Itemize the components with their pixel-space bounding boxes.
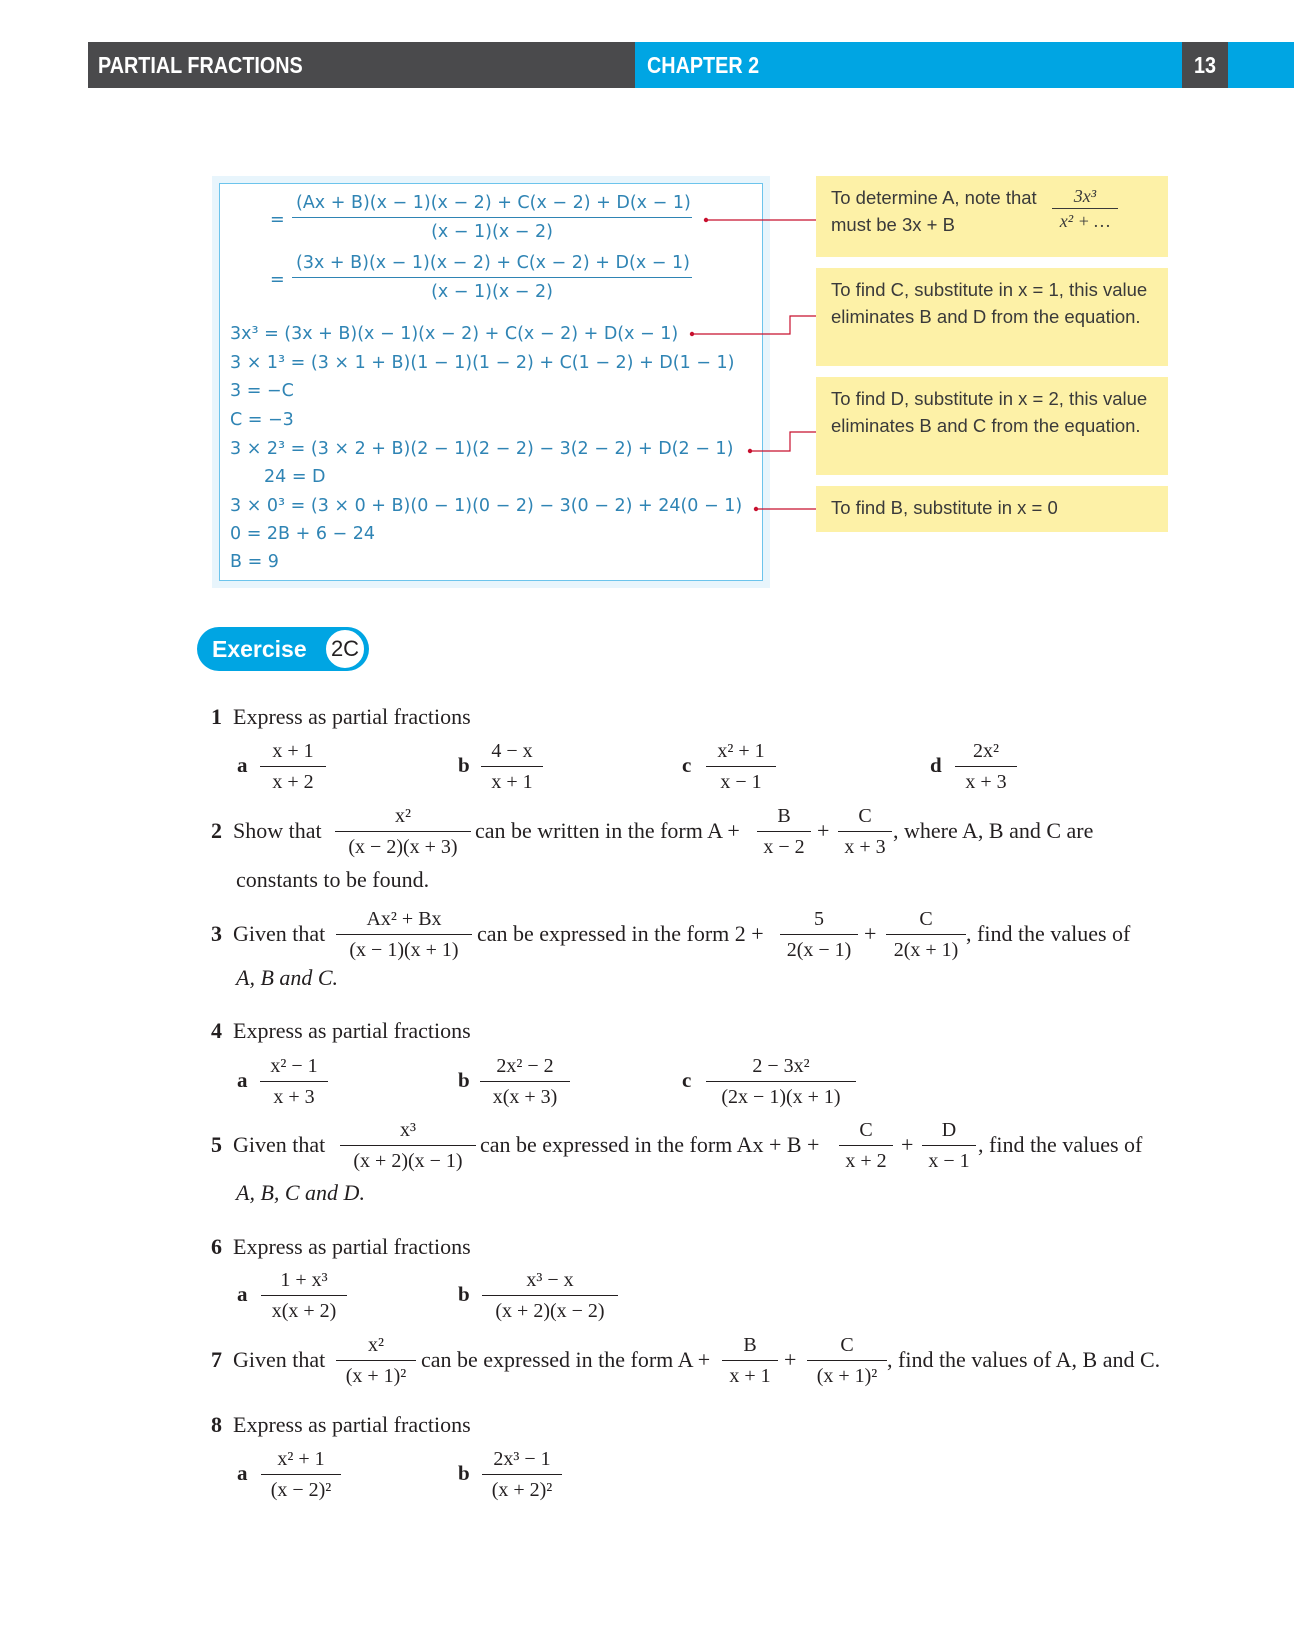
worked-line-6: 24 = D [264, 467, 326, 487]
q2-plus: + [817, 818, 830, 843]
q7-fraction-c [807, 1334, 887, 1388]
q4a-den: x + 3 [273, 1086, 315, 1108]
worked-fraction-1-denominator: (x − 1)(x − 2) [431, 222, 553, 242]
connector-dot-4 [754, 507, 758, 511]
q4-part-a-label: a [237, 1068, 248, 1092]
question-3-number: 3 [211, 921, 222, 946]
q3-fraction-b [780, 908, 858, 962]
q3-f2-num: 5 [780, 908, 858, 935]
chapter-title: CHAPTER 2 [647, 52, 760, 78]
q7-post-text: , find the values of A, B and C. [887, 1347, 1161, 1372]
q2-f2-num: B [757, 805, 811, 832]
q5-line2: A, B, C and D. [236, 1180, 365, 1205]
q4-part-b-fraction [480, 1055, 570, 1109]
q2-den: (x − 2)(x + 3) [348, 836, 458, 858]
q1d-num: 2x² [955, 740, 1017, 767]
worked-line-3: 3 = −C [230, 381, 294, 401]
q3-post-text: , find the values of [966, 921, 1131, 946]
exercise-label: Exercise [212, 636, 307, 662]
q6-part-b-label: b [458, 1282, 470, 1306]
q4-part-b-label: b [458, 1068, 470, 1092]
q8-part-b-fraction [482, 1448, 562, 1502]
q8-part-a-label: a [237, 1461, 248, 1485]
q2-mid-text: can be written in the form A + [475, 818, 740, 843]
question-8-text: Express as partial fractions [233, 1412, 471, 1437]
worked-fraction-1-numerator: (Ax + B)(x − 1)(x − 2) + C(x − 2) + D(x − 1) [292, 193, 692, 218]
q2-f3-den: x + 3 [844, 836, 886, 858]
q1c-den: x − 1 [720, 771, 762, 793]
q1-part-c-label: c [682, 753, 692, 777]
question-1-text: Express as partial fractions [233, 704, 471, 729]
q3-f3-den: 2(x + 1) [893, 939, 959, 961]
question-6-text: Express as partial fractions [233, 1234, 471, 1259]
worked-line-9: B = 9 [230, 552, 279, 572]
worked-line-7: 3 × 0³ = (3 × 0 + B)(0 − 1)(0 − 2) − 3(0 − 2) + 24(0 − 1) [230, 496, 743, 516]
connector-dot-2 [690, 332, 694, 336]
q6a-den: x(x + 2) [271, 1300, 337, 1322]
note-determine-a [816, 176, 1168, 257]
q8-part-b-label: b [458, 1461, 470, 1485]
q5-f2-num: C [839, 1119, 893, 1146]
q1-part-b-label: b [458, 753, 470, 777]
q7-f3-den: (x + 1)² [816, 1365, 878, 1387]
q4c-den: (2x − 1)(x + 1) [721, 1086, 841, 1108]
question-4-text: Express as partial fractions [233, 1018, 471, 1043]
q3-mid-text: can be expressed in the form 2 + [477, 921, 764, 946]
q5-f3-den: x − 1 [928, 1150, 970, 1172]
q8b-den: (x + 2)² [491, 1479, 553, 1501]
q4b-num: 2x² − 2 [480, 1055, 570, 1082]
q2-fraction-b [757, 805, 811, 859]
q2-post-text: , where A, B and C are [893, 818, 1094, 843]
note-find-d: To find D, substitute in x = 2, this value eliminates B and C from the equation. [816, 377, 1168, 475]
q3-f3-num: C [886, 908, 966, 935]
q3-fraction [336, 908, 472, 962]
worked-line-5: 3 × 2³ = (3 × 2 + B)(2 − 1)(2 − 2) − 3(2 − 2) + D(2 − 1) [230, 439, 734, 459]
q1-part-c-fraction [706, 740, 776, 794]
q6a-num: 1 + x³ [261, 1269, 347, 1296]
q3-plus: + [864, 921, 877, 946]
q7-plus: + [784, 1347, 797, 1372]
q1c-num: x² + 1 [706, 740, 776, 767]
q1-part-d-label: d [930, 753, 942, 777]
q8a-den: (x − 2)² [270, 1479, 332, 1501]
q7-den: (x + 1)² [345, 1365, 407, 1387]
section-title: PARTIAL FRACTIONS [98, 52, 303, 78]
q3-fraction-c [886, 908, 966, 962]
q3-f2-den: 2(x − 1) [786, 939, 852, 961]
question-4 [211, 1020, 471, 1042]
q6-part-a-fraction [261, 1269, 347, 1323]
question-7-number: 7 [211, 1347, 222, 1372]
q5-post-text: , find the values of [978, 1132, 1143, 1157]
note-1-fraction [1052, 186, 1118, 231]
q8a-num: x² + 1 [261, 1448, 341, 1475]
question-4-number: 4 [211, 1018, 222, 1043]
q5-f3-num: D [922, 1119, 976, 1146]
q5-den: (x + 2)(x − 1) [353, 1150, 463, 1172]
page-number: 13 [1194, 52, 1217, 78]
q2-num: x² [335, 805, 471, 832]
q5-mid-text: can be expressed in the form Ax + B + [480, 1132, 820, 1157]
worked-line-1: 3x³ = (3x + B)(x − 1)(x − 2) + C(x − 2) + D(x − 1) [230, 324, 679, 344]
q1-part-a-fraction [260, 740, 326, 794]
question-7 [211, 1349, 325, 1371]
question-8 [211, 1414, 471, 1436]
question-2-number: 2 [211, 818, 222, 843]
q2-f3-num: C [838, 805, 892, 832]
connector-3 [750, 432, 816, 451]
q8b-num: 2x³ − 1 [482, 1448, 562, 1475]
note-1-fraction-numerator: 3x³ [1052, 186, 1118, 209]
note-1-fraction-denominator: x² + … [1059, 211, 1111, 231]
q1a-num: x + 1 [260, 740, 326, 767]
q4-part-c-label: c [682, 1068, 692, 1092]
q3-line2: A, B and C. [236, 965, 339, 990]
q7-mid-text: can be expressed in the form A + [421, 1347, 711, 1372]
q3-den: (x − 1)(x + 1) [349, 939, 459, 961]
worked-line-2: 3 × 1³ = (3 × 1 + B)(1 − 1)(1 − 2) + C(1 − 2) + D(1 − 1) [230, 353, 735, 373]
q2-fraction-c [838, 805, 892, 859]
q6-part-b-fraction [482, 1269, 618, 1323]
q4c-num: 2 − 3x² [706, 1055, 856, 1082]
question-8-number: 8 [211, 1412, 222, 1437]
q5-fraction [340, 1119, 476, 1173]
q4-part-a-fraction [260, 1055, 328, 1109]
question-3 [211, 923, 325, 945]
q6-part-a-label: a [237, 1282, 248, 1306]
q4b-den: x(x + 3) [492, 1086, 558, 1108]
q4a-num: x² − 1 [260, 1055, 328, 1082]
q4-part-c-fraction [706, 1055, 856, 1109]
question-7-pre: Given that [233, 1347, 326, 1372]
q5-num: x³ [340, 1119, 476, 1146]
question-1-number: 1 [211, 704, 222, 729]
note-1-line2: must be 3x + B [831, 214, 955, 235]
equals-sign-2: = [270, 270, 285, 290]
q1b-den: x + 1 [491, 771, 533, 793]
worked-line-4: C = −3 [230, 410, 294, 430]
q7-num: x² [336, 1334, 416, 1361]
q2-line2: constants to be found. [236, 867, 430, 892]
exercise-number: 2C [323, 627, 367, 671]
q7-f2-den: x + 1 [729, 1365, 771, 1387]
q5-f2-den: x + 2 [845, 1150, 887, 1172]
q6b-den: (x + 2)(x − 2) [495, 1300, 605, 1322]
q6b-num: x³ − x [482, 1269, 618, 1296]
question-2-pre: Show that [233, 818, 322, 843]
q7-f3-num: C [807, 1334, 887, 1361]
q5-fraction-d [922, 1119, 976, 1173]
q5-fraction-c [839, 1119, 893, 1173]
question-5-pre: Given that [233, 1132, 326, 1157]
question-3-pre: Given that [233, 921, 326, 946]
q2-f2-den: x − 2 [763, 836, 805, 858]
question-6 [211, 1236, 471, 1258]
q1-part-d-fraction [955, 740, 1017, 794]
worked-line-8: 0 = 2B + 6 − 24 [230, 524, 376, 544]
connector-dot-1 [704, 218, 708, 222]
question-5 [211, 1134, 325, 1156]
worked-fraction-2-denominator: (x − 1)(x − 2) [431, 282, 553, 302]
question-5-number: 5 [211, 1132, 222, 1157]
q1-part-b-fraction [481, 740, 543, 794]
q7-fraction [336, 1334, 416, 1388]
q1d-den: x + 3 [965, 771, 1007, 793]
note-find-c: To find C, substitute in x = 1, this value eliminates B and D from the equation. [816, 268, 1168, 366]
q2-fraction [335, 805, 471, 859]
connector-2 [692, 316, 816, 334]
question-6-number: 6 [211, 1234, 222, 1259]
question-1 [211, 706, 471, 728]
q7-fraction-b [722, 1334, 778, 1388]
note-find-b: To find B, substitute in x = 0 [816, 486, 1168, 532]
q3-num: Ax² + Bx [336, 908, 472, 935]
question-2 [211, 820, 322, 842]
note-1-line1: To determine A, note that [831, 187, 1037, 208]
q1-part-a-label: a [237, 753, 248, 777]
q1a-den: x + 2 [272, 771, 314, 793]
q1b-num: 4 − x [481, 740, 543, 767]
worked-fraction-2-numerator: (3x + B)(x − 1)(x − 2) + C(x − 2) + D(x − 1) [292, 253, 692, 278]
equals-sign-1: = [270, 210, 285, 230]
q5-plus: + [901, 1132, 914, 1157]
q8-part-a-fraction [261, 1448, 341, 1502]
q7-f2-num: B [722, 1334, 778, 1361]
connector-dot-3 [748, 449, 752, 453]
